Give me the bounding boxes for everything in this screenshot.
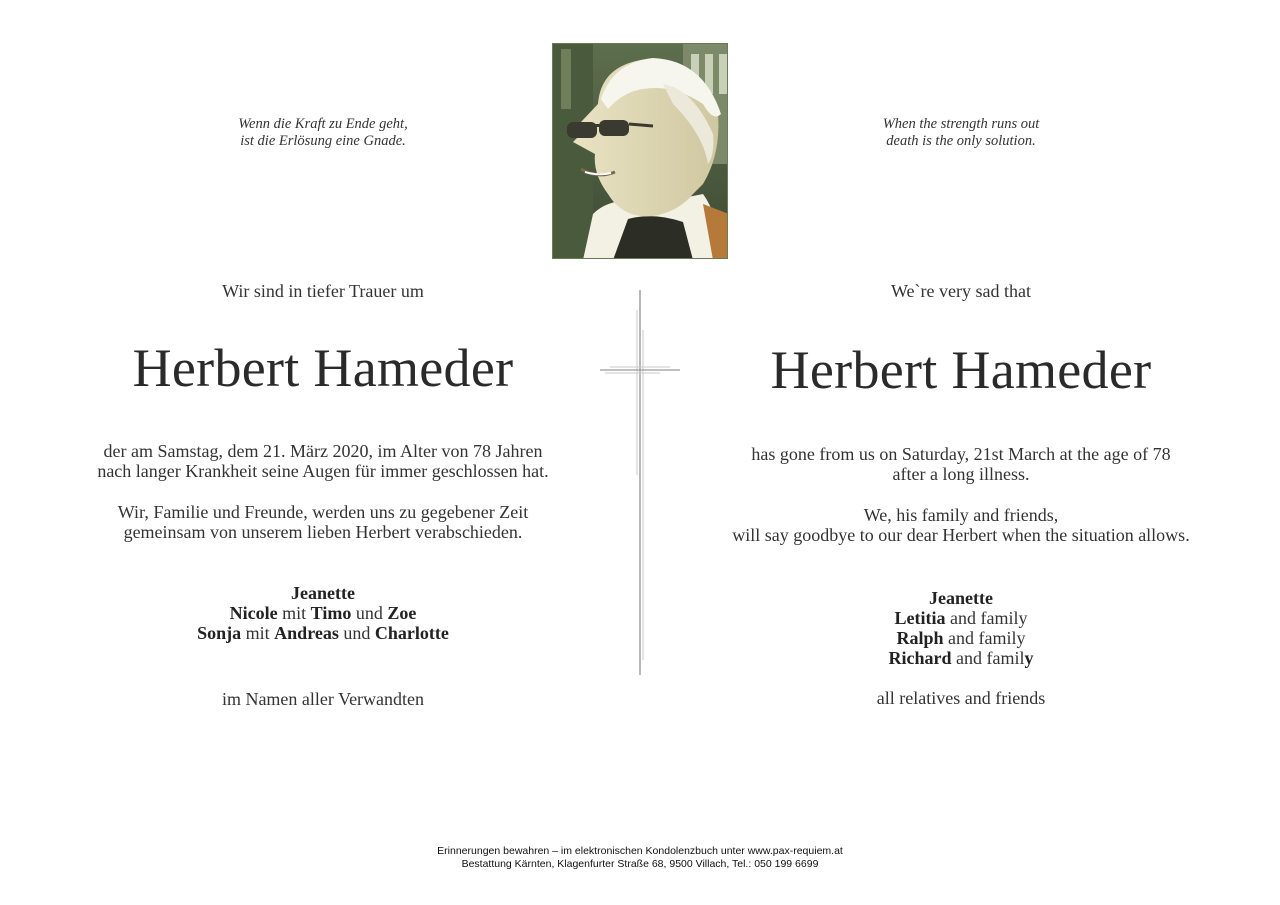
- right-family-line-2: [761, 608, 1161, 628]
- left-paragraph-1: [43, 441, 603, 481]
- right-motto: [811, 116, 1111, 150]
- left-motto: [173, 116, 473, 150]
- right-deceased-name: Herbert Hameder: [770, 340, 1152, 400]
- connector-text: and famil: [951, 648, 1025, 668]
- left-deceased-name: Herbert Hameder: [132, 338, 514, 398]
- connector-text: und: [351, 603, 388, 623]
- connector-text: mit: [277, 603, 311, 623]
- left-paragraph-1-line-1: der am Samstag, dem 21. März 2020, im Alter von 78 Jahren: [103, 441, 543, 461]
- footer-line-2: Bestattung Kärnten, Klagenfurter Straße 68, 9500 Villach, Tel.: 050 199 6699: [461, 858, 819, 870]
- left-family-list: [123, 583, 523, 643]
- footer: [0, 845, 1280, 871]
- connector-text: und: [338, 623, 375, 643]
- family-member-name: Charlotte: [374, 623, 449, 643]
- family-member-name: Jeanette: [291, 583, 355, 603]
- right-intro: We`re very sad that: [891, 281, 1031, 301]
- right-motto-line-1: When the strength runs out: [882, 116, 1040, 132]
- connector-text-bold: y: [1024, 648, 1034, 668]
- connector-text: and family: [943, 628, 1026, 648]
- family-member-name: Andreas: [274, 623, 339, 643]
- family-member-name: Sonja: [197, 623, 242, 643]
- left-motto-line-2: ist die Erlösung eine Gnade.: [240, 133, 406, 149]
- right-paragraph-2: [681, 505, 1241, 545]
- family-member-name: Nicole: [229, 603, 278, 623]
- left-intro: Wir sind in tiefer Trauer um: [222, 281, 424, 301]
- left-closing: im Namen aller Verwandten: [221, 689, 425, 709]
- portrait-photo: [552, 43, 728, 259]
- family-member-name: Richard: [888, 648, 952, 668]
- family-member-name: Zoe: [387, 603, 417, 623]
- right-paragraph-2-line-2: will say goodbye to our dear Herbert when the situation allows.: [732, 525, 1190, 545]
- left-paragraph-2-line-2: gemeinsam von unserem lieben Herbert verabschieden.: [123, 522, 523, 542]
- family-member-name: Timo: [310, 603, 352, 623]
- connector-text: mit: [241, 623, 275, 643]
- right-family-line-3: [761, 628, 1161, 648]
- left-family-line-3: [123, 623, 523, 643]
- left-paragraph-1-line-2: nach langer Krankheit seine Augen für immer geschlossen hat.: [97, 461, 549, 481]
- left-motto-line-1: Wenn die Kraft zu Ende geht,: [238, 116, 408, 132]
- left-family-line-2: [123, 603, 523, 623]
- right-paragraph-1: [681, 444, 1241, 484]
- cross-icon: [600, 290, 680, 675]
- left-family-line-1: [123, 583, 523, 603]
- family-member-name: Ralph: [896, 628, 944, 648]
- family-member-name: Letitia: [894, 608, 946, 628]
- right-family-list: [761, 588, 1161, 668]
- right-closing: all relatives and friends: [876, 688, 1046, 708]
- left-paragraph-2-line-1: Wir, Familie und Freunde, werden uns zu gegebener Zeit: [117, 502, 529, 522]
- left-paragraph-2: [43, 502, 603, 542]
- right-family-line-1: [761, 588, 1161, 608]
- portrait-photo-image: [553, 44, 728, 259]
- right-family-line-4: [761, 648, 1161, 668]
- right-motto-line-2: death is the only solution.: [886, 133, 1036, 149]
- connector-text: and family: [945, 608, 1028, 628]
- footer-line-1: Erinnerungen bewahren – im elektronischen Kondolenzbuch unter www.pax-requiem.at: [437, 845, 843, 857]
- right-paragraph-1-line-2: after a long illness.: [892, 464, 1030, 484]
- family-member-name: Jeanette: [929, 588, 993, 608]
- right-paragraph-1-line-1: has gone from us on Saturday, 21st March at the age of 78: [751, 444, 1171, 464]
- right-paragraph-2-line-1: We, his family and friends,: [863, 505, 1059, 525]
